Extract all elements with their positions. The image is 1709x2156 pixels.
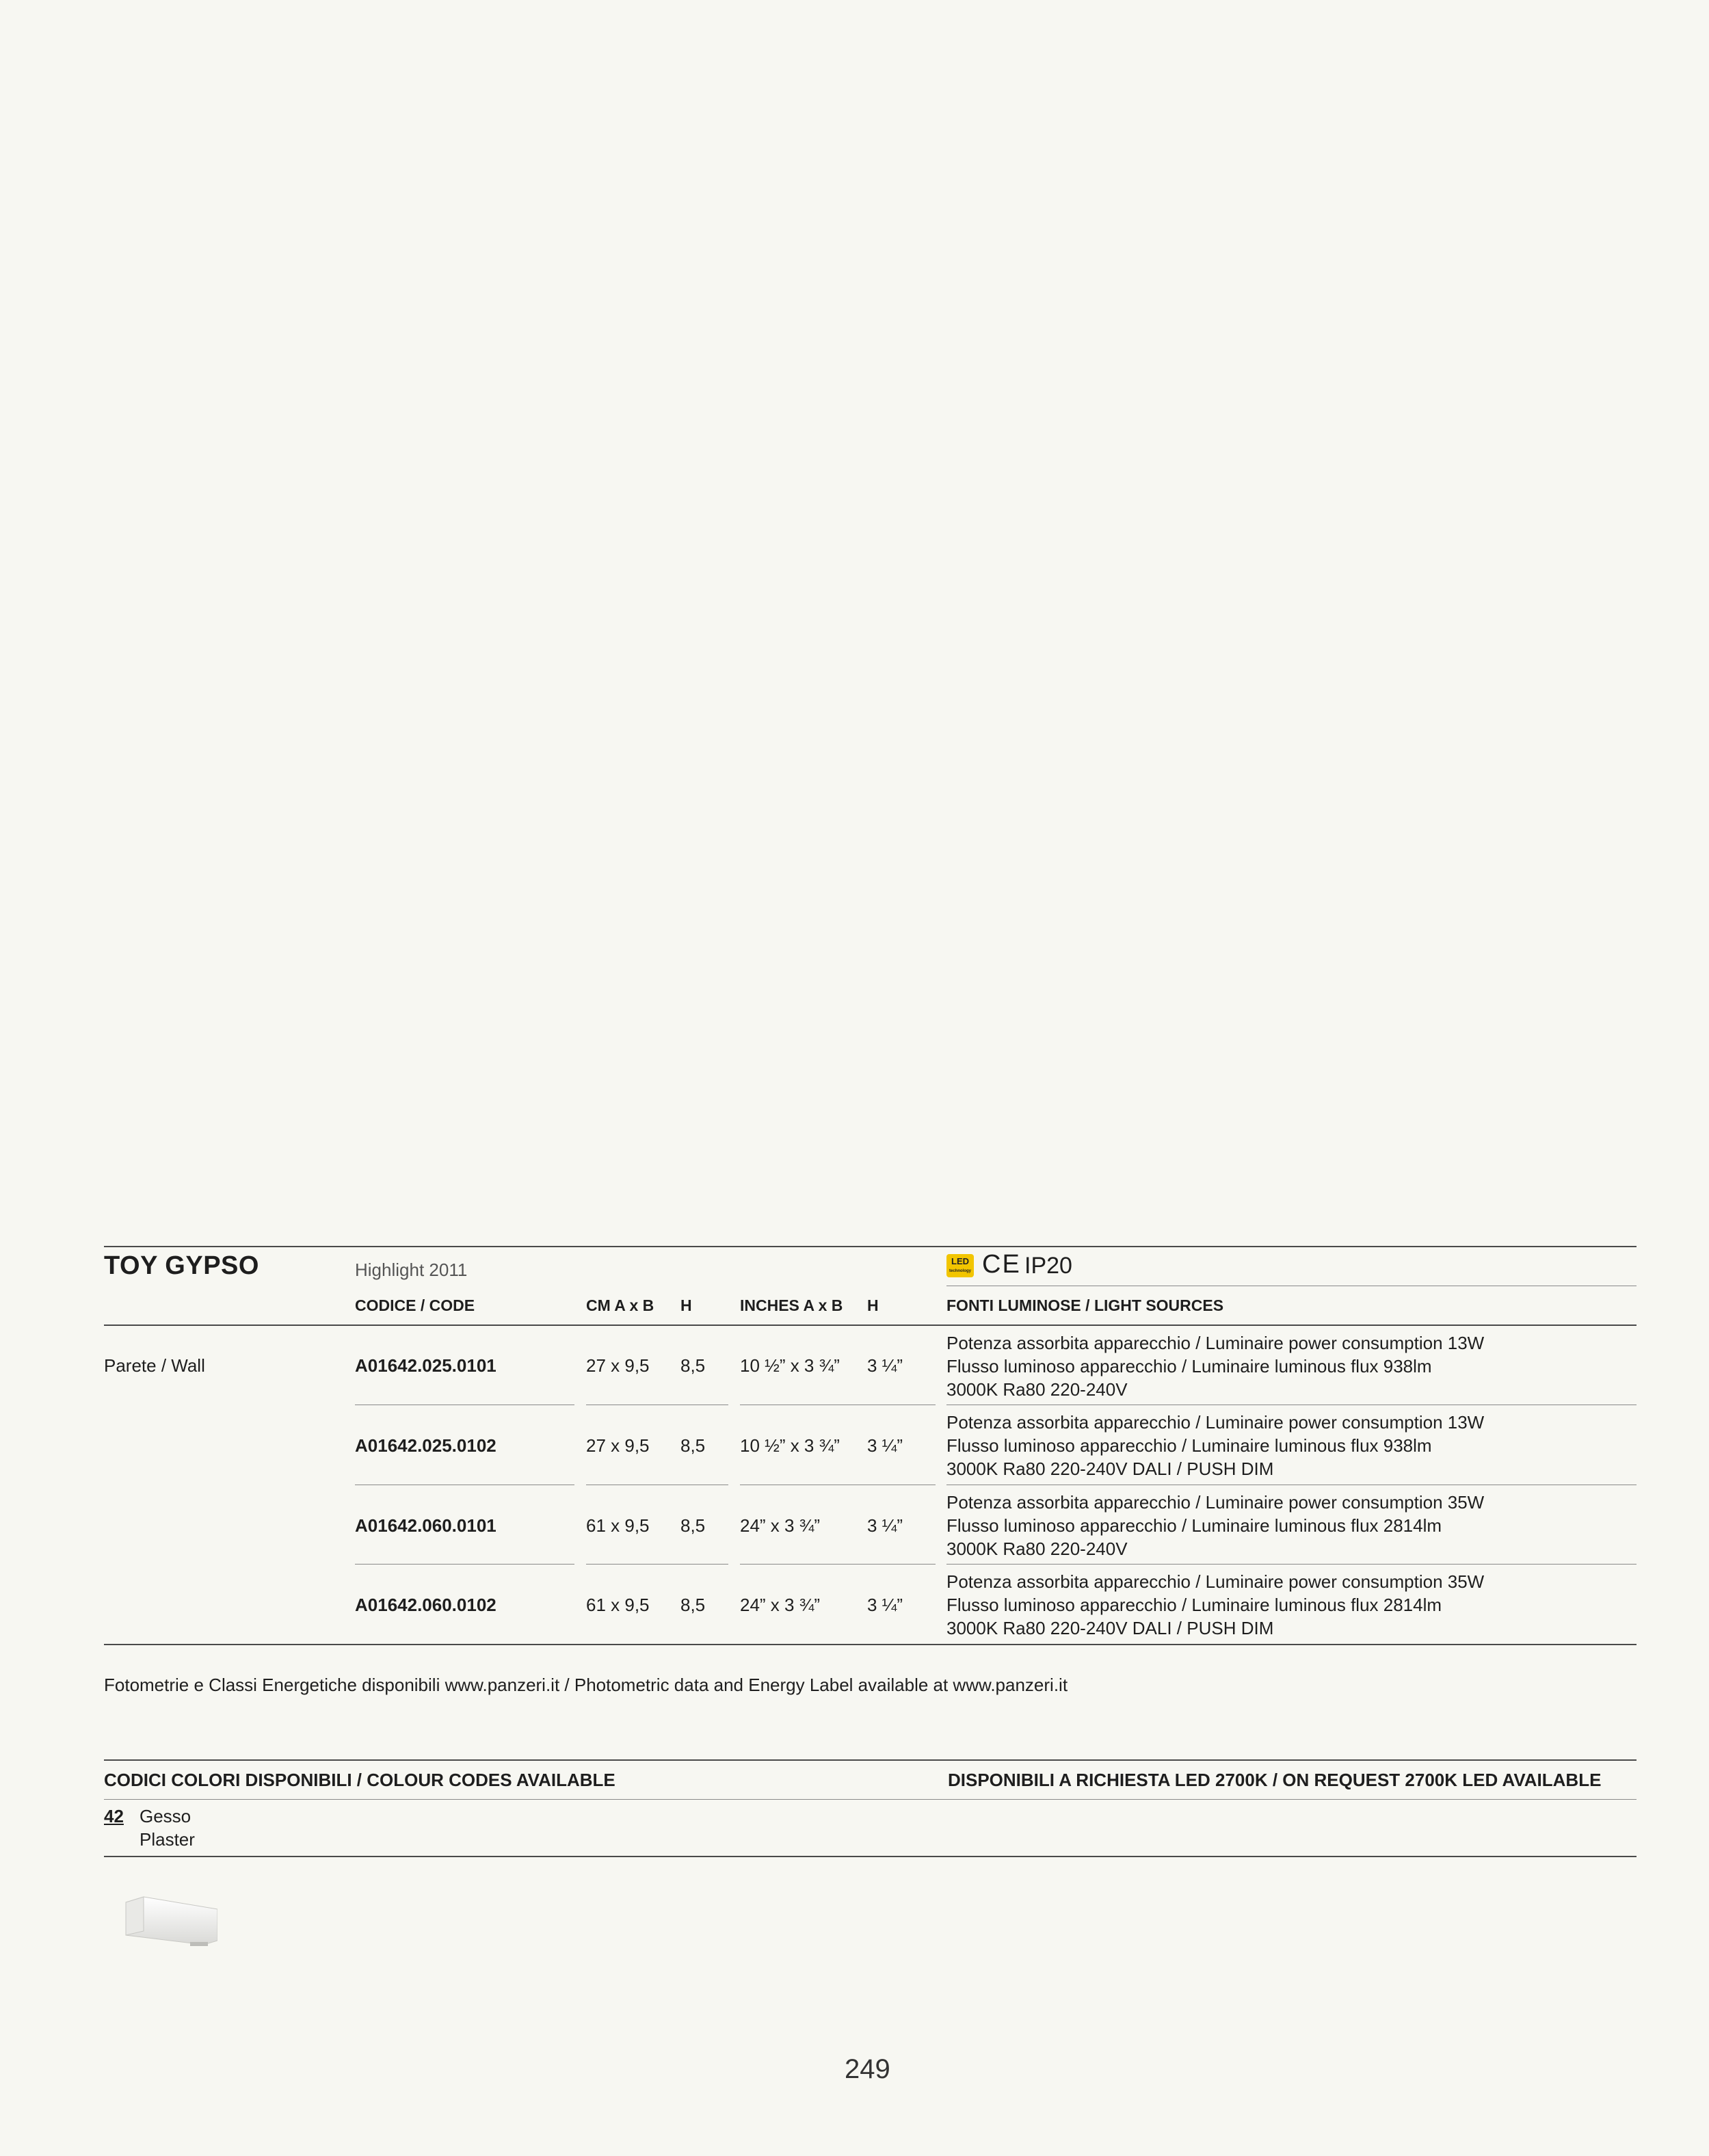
source-power: Potenza assorbita apparecchio / Luminaire power consumption 35W — [946, 1571, 1485, 1592]
colours-top-rule — [104, 1759, 1637, 1761]
source-flux: Flusso luminoso apparecchio / Luminaire luminous flux 938lm — [946, 1356, 1432, 1376]
highlight-label: Highlight 2011 — [355, 1260, 468, 1280]
source-spec: 3000K Ra80 220-240V — [946, 1539, 1128, 1559]
source-spec: 3000K Ra80 220-240V DALI / PUSH DIM — [946, 1459, 1274, 1479]
colours-header: CODICI COLORI DISPONIBILI / COLOUR CODES AVAILABLE — [104, 1770, 615, 1790]
row-cm: 61 x 9,5 — [586, 1595, 650, 1615]
colours-header-rule — [104, 1799, 1637, 1800]
ip-rating: IP20 — [1024, 1253, 1072, 1279]
source-flux: Flusso luminoso apparecchio / Luminaire luminous flux 2814lm — [946, 1595, 1442, 1615]
colour-name-en: Plaster — [140, 1829, 195, 1850]
row-sources — [946, 1331, 1484, 1401]
row-inches-h: 3 ¼” — [867, 1435, 903, 1456]
header-rule — [104, 1325, 1637, 1326]
product-title: TOY GYPSO — [104, 1251, 259, 1280]
header-inches: INCHES A x B — [740, 1296, 843, 1314]
page-number: 249 — [845, 2054, 890, 2084]
source-power: Potenza assorbita apparecchio / Luminaire power consumption 35W — [946, 1492, 1485, 1513]
table-bottom-rule — [104, 1644, 1637, 1645]
row-divider — [740, 1564, 936, 1565]
colour-code: 42 — [104, 1806, 124, 1826]
mount-type: Parete / Wall — [104, 1355, 205, 1376]
colours-bottom-rule — [104, 1856, 1637, 1857]
row-inches-h: 3 ¼” — [867, 1595, 903, 1615]
led-2700k-header: DISPONIBILI A RICHIESTA LED 2700K / ON REQUEST 2700K LED AVAILABLE — [948, 1770, 1602, 1790]
source-power: Potenza assorbita apparecchio / Luminaire power consumption 13W — [946, 1412, 1485, 1433]
row-sources — [946, 1411, 1484, 1480]
row-cm: 27 x 9,5 — [586, 1435, 650, 1456]
row-h: 8,5 — [680, 1355, 706, 1376]
lamp-thumbnail — [122, 1895, 217, 1932]
row-code: A01642.060.0102 — [355, 1595, 496, 1615]
led-badge-icon: LED technology — [946, 1254, 974, 1277]
row-code: A01642.025.0101 — [355, 1355, 496, 1376]
row-inches: 24” x 3 ¾” — [740, 1595, 821, 1615]
colour-name — [140, 1805, 195, 1851]
source-power: Potenza assorbita apparecchio / Luminaire power consumption 13W — [946, 1333, 1485, 1353]
row-h: 8,5 — [680, 1515, 706, 1536]
source-spec: 3000K Ra80 220-240V — [946, 1379, 1128, 1400]
header-cm-h: H — [680, 1296, 692, 1314]
row-inches-h: 3 ¼” — [867, 1355, 903, 1376]
header-code: CODICE / CODE — [355, 1296, 475, 1314]
row-cm: 61 x 9,5 — [586, 1515, 650, 1536]
colour-name-it: Gesso — [140, 1806, 191, 1826]
photometric-note: Fotometrie e Classi Energetiche disponibili www.panzeri.it / Photometric data and Energy Label available at www.panzeri.it — [104, 1675, 1068, 1695]
row-sources — [946, 1491, 1484, 1560]
row-code: A01642.025.0102 — [355, 1435, 496, 1456]
source-spec: 3000K Ra80 220-240V DALI / PUSH DIM — [946, 1618, 1274, 1638]
row-divider — [946, 1564, 1637, 1565]
row-sources — [946, 1570, 1484, 1640]
row-inches: 24” x 3 ¾” — [740, 1515, 821, 1536]
row-inches-h: 3 ¼” — [867, 1515, 903, 1536]
row-code: A01642.060.0101 — [355, 1515, 496, 1536]
ce-mark-icon: CE — [982, 1250, 1021, 1279]
row-divider — [355, 1564, 574, 1565]
row-cm: 27 x 9,5 — [586, 1355, 650, 1376]
header-sources: FONTI LUMINOSE / LIGHT SOURCES — [946, 1296, 1224, 1314]
row-h: 8,5 — [680, 1595, 706, 1615]
header-cm: CM A x B — [586, 1296, 654, 1314]
source-flux: Flusso luminoso apparecchio / Luminaire luminous flux 2814lm — [946, 1515, 1442, 1536]
row-inches: 10 ½” x 3 ¾” — [740, 1355, 840, 1376]
source-flux: Flusso luminoso apparecchio / Luminaire luminous flux 938lm — [946, 1435, 1432, 1456]
header-inches-h: H — [867, 1296, 879, 1314]
row-h: 8,5 — [680, 1435, 706, 1456]
top-rule — [104, 1246, 1637, 1247]
row-divider — [586, 1564, 728, 1565]
row-inches: 10 ½” x 3 ¾” — [740, 1435, 840, 1456]
